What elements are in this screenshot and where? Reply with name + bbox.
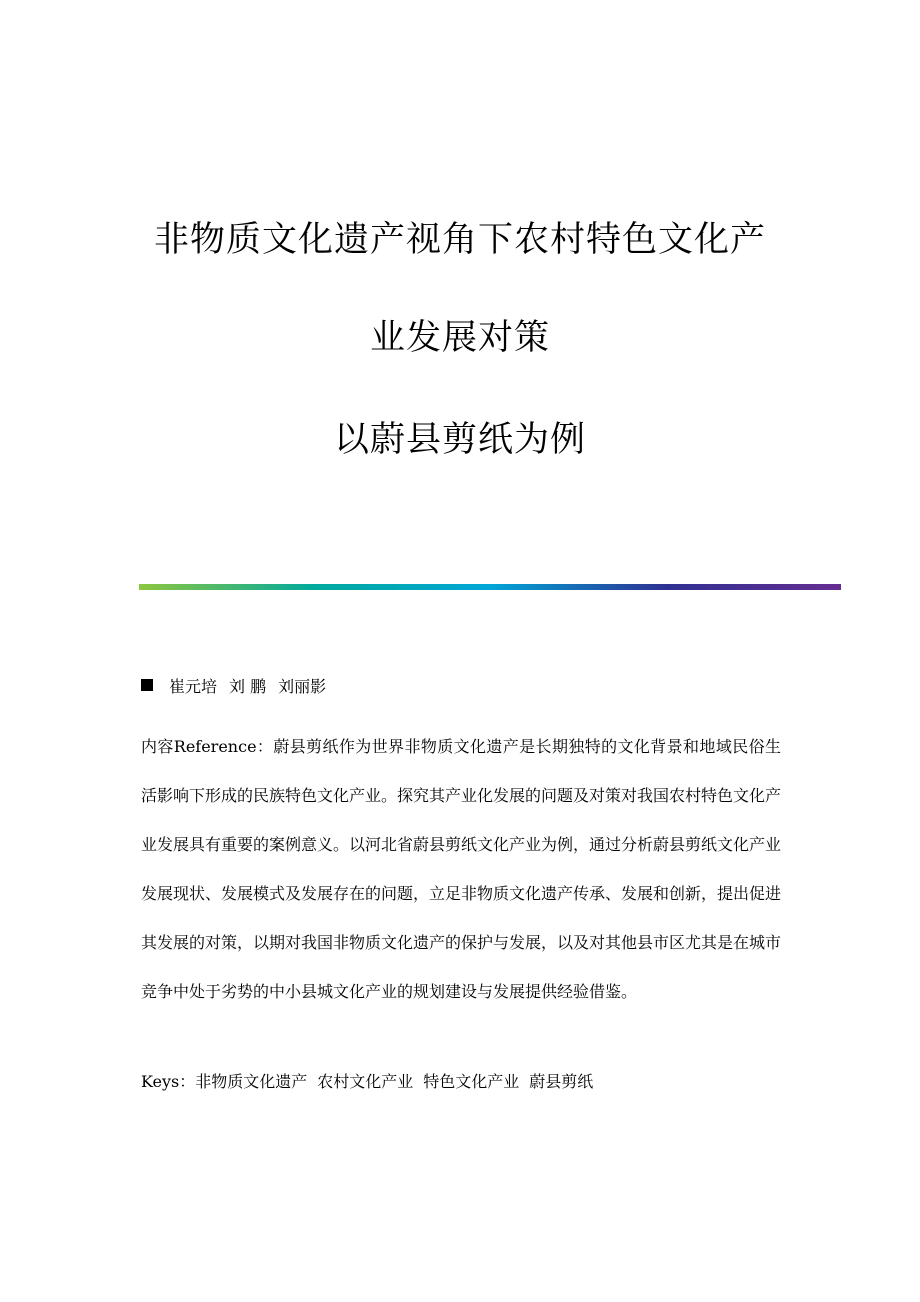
abstract-label: 内容Reference： xyxy=(141,737,274,756)
keyword: 非物质文化遗产 xyxy=(195,1072,308,1091)
title-line-2: 业发展对策 xyxy=(369,318,550,358)
title-line-1: 非物质文化遗产视角下农村特色文化产 xyxy=(153,220,766,260)
keyword: 特色文化产业 xyxy=(423,1072,520,1091)
abstract-text: 蔚县剪纸作为世界非物质文化遗产是长期独特的文化背景和地域民俗生活影响下形成的民族特色文化产业。探究其产业化发展的问题及对策对我国农村特色文化产业发展具有重要的案例意义。以河北省蔚县剪纸文化产业为例，通过分析蔚县剪纸文化产业发展现状、发展模式及发展存在的问题，立足非物质文化遗产传承、发展和创新，提出促进其发展的对策，以期对我国非物质文化遗产的保护与发展，以及对其他县市区尤其是在城市竞争中处于劣势的中小县城文化产业的规划建设与发展提供经验借鉴。 xyxy=(141,737,782,1001)
author-name: 崔元培 xyxy=(169,676,218,696)
gradient-divider xyxy=(139,584,841,590)
subtitle-line: 以蔚县剪纸为例 xyxy=(333,420,586,460)
keywords-line xyxy=(141,1066,781,1098)
keyword: 蔚县剪纸 xyxy=(529,1072,594,1091)
author-name: 刘丽影 xyxy=(278,676,327,696)
keyword: 农村文化产业 xyxy=(317,1072,414,1091)
abstract-paragraph xyxy=(141,722,781,1016)
black-square-icon xyxy=(141,679,153,691)
author-line xyxy=(141,672,338,698)
author-name: 刘 鹏 xyxy=(229,676,267,696)
keywords-label: Keys： xyxy=(141,1072,196,1091)
